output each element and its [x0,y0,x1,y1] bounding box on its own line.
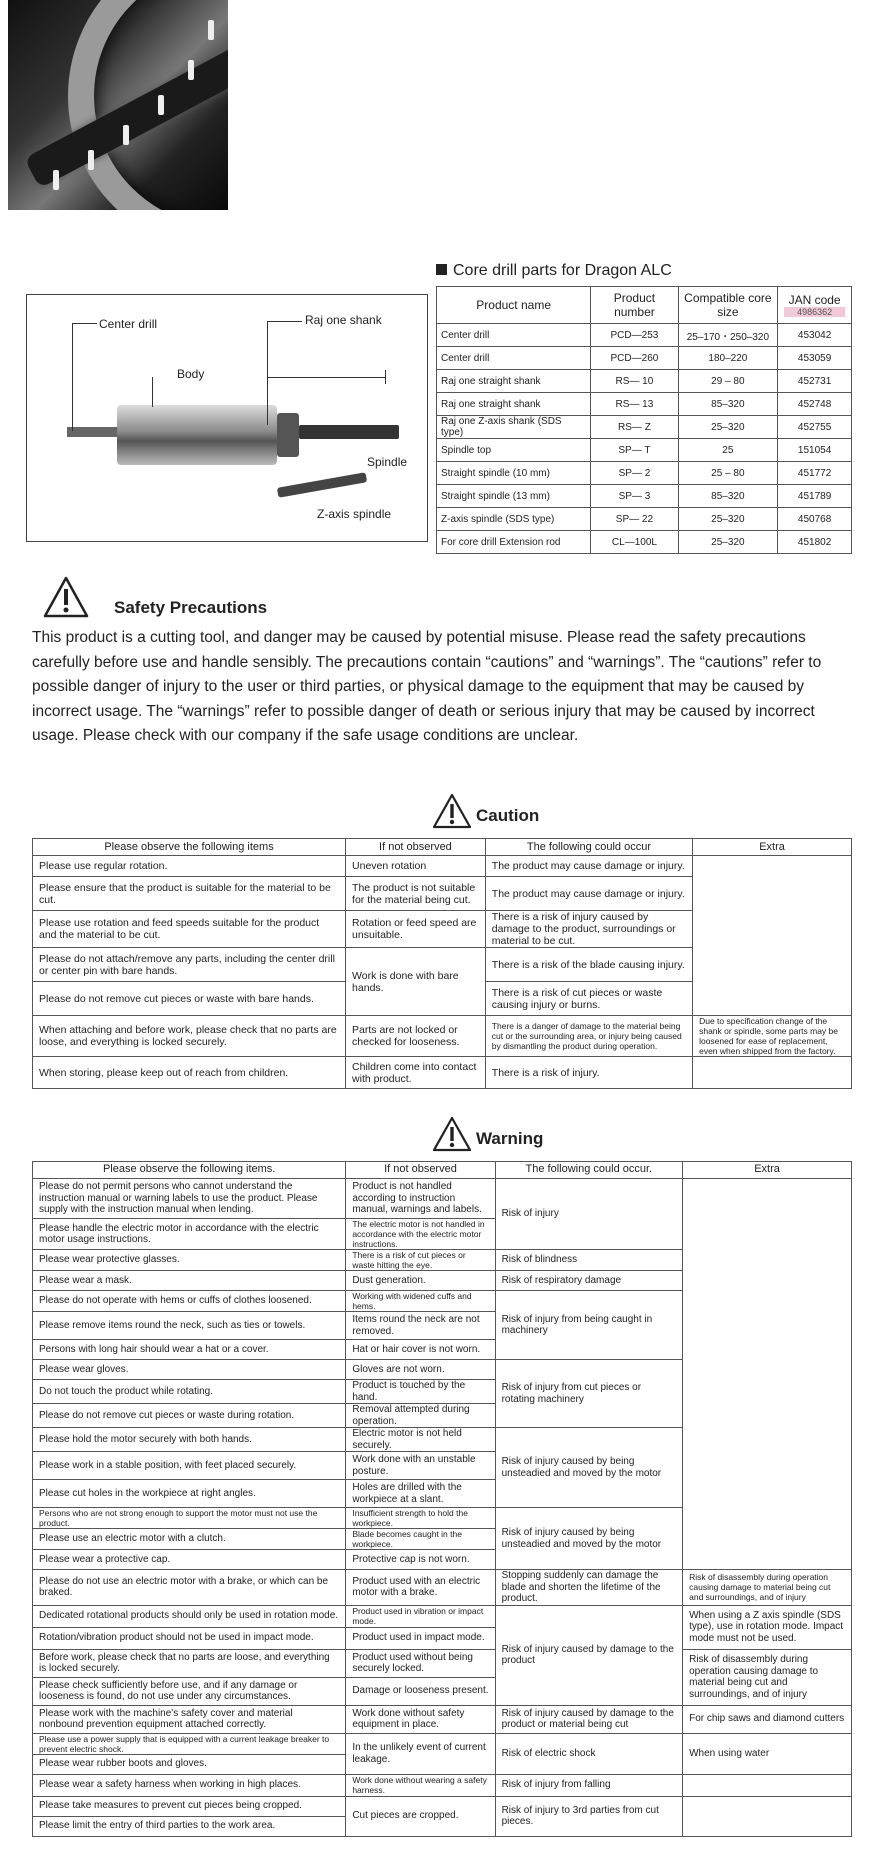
table-row: Please wear a safety harness when working in high places. Work done without wearing a safety harness. Risk of injury from falling [33,1774,852,1796]
warning-triangle-icon [42,575,90,619]
jan-code-cell: 452748 [778,393,852,416]
table-row: Please do not permit persons who cannot understand the instruction manual or warning labels to use the product. Please supply with the instruction manual when lending. Product is not handled according to instruction manual, warnings and labels. Risk of injury [33,1179,852,1219]
jan-code-cell: 453059 [778,347,852,370]
jan-code-cell: 452755 [778,416,852,439]
product-name-cell: Spindle top [437,439,591,462]
product-name-cell: Raj one straight shank [437,370,591,393]
safety-heading: Safety Precautions [114,598,268,617]
table-row: Please use rotation and feed speeds suitable for the product and the material to be cut. Rotation or feed speed are unsuitable. There is a risk of injury caused by damage to the product, surroundings or material to be cut. [33,911,852,948]
table-row [437,347,852,370]
warning-section-triangle-icon [432,1116,472,1152]
table-row: Please wear gloves. Gloves are not worn. Risk of injury from cut pieces or rotating machinery [33,1360,852,1380]
table-row: Please wear a protective cap. Protective cap is not worn. [33,1550,852,1570]
table-row: Please wear rubber boots and gloves. [33,1754,852,1774]
core-size-cell: 25 [678,439,778,462]
product-number-cell: PCD—253 [591,324,678,347]
core-size-cell: 25–320 [678,416,778,439]
label-raj-one-shank: Raj one shank [305,313,382,327]
table-row: Before work, please check that no parts are loose, and everything is locked securely. Product used without being securely locked. Risk of disassembly during operation causing damage to material being cut and surroundings, and of injury [33,1649,852,1677]
table-row: Persons with long hair should wear a hat or a cover. Hat or hair cover is not worn. [33,1340,852,1360]
warning-heading: Warning [476,1129,544,1148]
jan-code-cell: 151054 [778,439,852,462]
table-row: Please use a power supply that is equipped with a current leakage breaker to prevent electric shock. In the unlikely event of current leakage. Risk of electric shock When using water [33,1733,852,1754]
col-product-number: Product number [591,287,678,324]
jan-prefix: 4986362 [784,307,845,317]
product-number-cell: SP— 22 [591,508,678,531]
cap-illustration [277,413,299,457]
table-row: Please use regular rotation. Uneven rotation The product may cause damage or injury. [33,856,852,877]
table-row: Please do not use an electric motor with a brake, or which can be braked. Product used with an electric motor with a brake. Stopping suddenly can damage the blade and shorten the lifetime of the product. Risk of disassembly during operation causing damage to material being cut and surroundings, and of injury [33,1570,852,1606]
product-name-cell: Raj one Z-axis shank (SDS type) [437,416,591,439]
core-size-cell: 29 – 80 [678,370,778,393]
table-row: Please work in a stable position, with feet placed securely. Work done with an unstable posture. [33,1452,852,1480]
parts-diagram [26,294,428,542]
jan-code-cell: 452731 [778,370,852,393]
col-product-name: Product name [437,287,591,324]
caution-heading: Caution [476,806,540,825]
product-name-cell: Center drill [437,347,591,370]
table-row: Please wear protective glasses. There is a risk of cut pieces or waste hitting the eye. Risk of blindness [33,1250,852,1271]
body-illustration [117,405,277,465]
safety-text: This product is a cutting tool, and danger may be caused by potential misuse. Please read the safety precautions carefully before use and handle sensibly. The precautions contain “cautions” and “warnings”. The “cautions” refer to possible danger of injury to the user or third parties, or physical damage to the equipment that may be caused by incorrect usage. The “warnings” refer to possible danger of death or serious injury that may be caused by incorrect usage. Please check with our company if the safe usage conditions are unclear. [32,629,822,745]
product-number-cell: RS— 10 [591,370,678,393]
product-number-cell: SP— T [591,439,678,462]
table-row: Please do not attach/remove any parts, including the center drill or center pin with bare hands. Work is done with bare hands. There is a risk of the blade causing injury. [33,948,852,982]
table-row: Do not touch the product while rotating. Product is touched by the hand. [33,1380,852,1404]
table-row: Please use an electric motor with a clutch. Blade becomes caught in the workpiece. [33,1529,852,1550]
parts-table [436,286,852,554]
table-row [437,508,852,531]
product-name-cell: Straight spindle (10 mm) [437,462,591,485]
table-row [437,370,852,393]
table-row [437,416,852,439]
table-row [437,393,852,416]
core-size-cell: 25 – 80 [678,462,778,485]
product-number-cell: CL—100L [591,531,678,554]
table-row: Dedicated rotational products should only be used in rotation mode. Product used in vibration or impact mode. Risk of injury caused by damage to the product When using a Z axis spindle (SDS type), use in rotation mode. Impact mode must not be used. [33,1605,852,1627]
shank-illustration [299,425,399,439]
jan-code-cell: 450768 [778,508,852,531]
col-core-size: Compatible core size [678,287,778,324]
table-row: Please wear a mask. Dust generation. Risk of respiratory damage [33,1271,852,1291]
core-size-cell: 25–170・250–320 [678,324,778,347]
core-size-cell: 25–320 [678,508,778,531]
product-number-cell: RS— 13 [591,393,678,416]
table-row: Please take measures to prevent cut pieces being cropped. Cut pieces are cropped. Risk of injury to 3rd parties from cut pieces. [33,1796,852,1816]
label-spindle: Spindle [367,455,408,469]
jan-code-cell: 451802 [778,531,852,554]
table-row [437,439,852,462]
product-number-cell: SP— 2 [591,462,678,485]
table-row: Please cut holes in the workpiece at right angles. Holes are drilled with the workpiece at a slant. [33,1480,852,1508]
product-number-cell: RS— Z [591,416,678,439]
core-size-cell: 85–320 [678,393,778,416]
table-row: When storing, please keep out of reach from children. Children come into contact with product. There is a risk of injury. [33,1057,852,1089]
parts-title: Core drill parts for Dragon ALC [436,262,672,280]
product-name-cell: Z-axis spindle (SDS type) [437,508,591,531]
caution-triangle-icon [432,793,472,829]
table-row: Rotation/vibration product should not be used in impact mode. Product used in impact mode. [33,1627,852,1649]
warning-table: Please observe the following items. If not observed The following could occur. Extra Please do not permit persons who cannot understand the instruction manual or warning labels to use the product. Please supply with the instruction manual when lending. Product is not handled according to instruction manual, warnings and labels. Risk of injury Please handle the electric motor in accordance with the electric motor usage instructions. The electric motor is not handled in accordance with the electric motor instructions. Please wear protective glasses. There is a risk of cut pieces or waste hitting the eye. Risk of blindness Please wear a mask. Dust generation. Risk of respiratory damage Please do not operate with hems or cuffs of clothes loosened. Working with widened cuffs and hems. Risk of injury from being caught in machinery Please remove items round the neck, such as ties or towels. Items round the neck are not removed. Persons with long hair should wear a hat or a cover. Hat or hair cover is not worn. Please wear gloves. Gloves are not worn. Risk of injury from cut pieces or rotating machinery Do not touch the product while rotating. Product is touched by the hand. Please do not remove cut pieces or waste during rotation. Removal attempted during operation. Please hold the motor securely with both hands. Electric motor is not held securely. Risk of injury caused by being unsteadied and moved by the motor Please work in a stable position, with feet placed securely. Work done with an unstable posture. Please cut holes in the workpiece at right angles. Holes are drilled with the workpiece at a slant. Persons who are not strong enough to support the motor must not use the product. Insufficient strength to hold the workpiece. Risk of injury caused by being unsteadied and moved by the motor Please use an electric motor with a clutch. Blade becomes caught in the workpiece. Please wear a protective cap. Protective cap is not worn. Please do not use an electric motor with a brake, or which can be braked. Product used with an electric motor with a brake. Stopping suddenly can damage the blade and shorten the lifetime of the product. Risk of disassembly during operation causing damage to material being cut and surroundings, and of injury Dedicated rotational products should only be used in rotation mode. Product used in vibration or impact mode. Risk of injury caused by damage to the product When using a Z axis spindle (SDS type), use in rotation mode. Impact mode must not be used. Rotation/vibration product should not be used in impact mode. Product used in impact mode. Before work, please check that no parts are loose, and everything is locked securely. Product used without being securely locked. Risk of disassembly during operation causing damage to material being cut and surroundings, and of injury Please check sufficiently before use, and if any damage or looseness is found, do not use under any circumstances. Damage or looseness present. Please work with the machine's safety cover and material nonbound prevention equipment attached correctly. Work done without safety equipment in place. Risk of injury caused by damage to the product or material being cut For chip saws and diamond cutters Please use a power supply that is equipped with a current leakage breaker to prevent electric shock. In the unlikely event of current leakage. Risk of electric shock When using water Please wear rubber boots and gloves. Please wear a safety harness when working in high places. Work done without wearing a safety harness. Risk of injury from falling Please take measures to prevent cut pieces being cropped. Cut pieces are cropped. Risk of injury to 3rd parties from cut pieces. Please limit the entry of third parties to the work area. [32,1161,852,1837]
table-row: Please hold the motor securely with both hands. Electric motor is not held securely. Risk of injury caused by being unsteadied and moved by the motor [33,1428,852,1452]
label-body: Body [177,367,205,381]
table-row: Please limit the entry of third parties to the work area. [33,1816,852,1836]
table-row [437,462,852,485]
table-row [437,485,852,508]
product-name-cell: Raj one straight shank [437,393,591,416]
z-axis-illustration [277,472,367,497]
table-row: Persons who are not strong enough to support the motor must not use the product. Insufficient strength to hold the workpiece. Risk of injury caused by being unsteadied and moved by the motor [33,1508,852,1529]
product-name-cell: Straight spindle (13 mm) [437,485,591,508]
product-number-cell: PCD—260 [591,347,678,370]
jan-code-cell: 451772 [778,462,852,485]
label-z-axis-spindle: Z-axis spindle [317,507,392,521]
label-center-drill: Center drill [99,317,158,331]
product-number-cell: SP— 3 [591,485,678,508]
core-size-cell: 180–220 [678,347,778,370]
product-name-cell: Center drill [437,324,591,347]
table-row: Please do not remove cut pieces or waste during rotation. Removal attempted during operation. [33,1404,852,1428]
table-row: Please check sufficiently before use, and if any damage or looseness is found, do not use under any circumstances. Damage or looseness present. [33,1677,852,1705]
table-row: Please do not remove cut pieces or waste with bare hands. There is a risk of cut pieces or waste causing injury or burns. [33,982,852,1016]
jan-code-cell: 451789 [778,485,852,508]
table-row [437,324,852,347]
caution-table: Please observe the following items If not observed The following could occur Extra Please use regular rotation. Uneven rotation The product may cause damage or injury. Please ensure that the product is suitable for the material to be cut. The product is not suitable for the material being cut. The product may cause damage or injury. Please use rotation and feed speeds suitable for the product and the material to be cut. Rotation or feed speed are unsuitable. There is a risk of injury caused by damage to the product, surroundings or material to be cut. Please do not attach/remove any parts, including the center drill or center pin with bare hands. Work is done with bare hands. There is a risk of the blade causing injury. Please do not remove cut pieces or waste with bare hands. There is a risk of cut pieces or waste causing injury or burns. When attaching and before work, please check that no parts are loose, and everything is locked securely. Parts are not locked or checked for looseness. There is a danger of damage to the material being cut or the surrounding area, or injury being caused by dismantling the product during operation. Due to specification change of the shank or spindle, some parts may be loosened for ease of replacement, even when shipped from the factory. When storing, please keep out of reach from children. Children come into contact with product. There is a risk of injury. [32,838,852,1089]
product-photo [8,0,228,210]
table-row [437,531,852,554]
core-size-cell: 25–320 [678,531,778,554]
table-row: Please ensure that the product is suitable for the material to be cut. The product is not suitable for the material being cut. The product may cause damage or injury. [33,877,852,911]
table-row: Please work with the machine's safety cover and material nonbound prevention equipment attached correctly. Work done without safety equipment in place. Risk of injury caused by damage to the product or material being cut For chip saws and diamond cutters [33,1705,852,1733]
product-name-cell: For core drill Extension rod [437,531,591,554]
col-jan-code: JAN code 4986362 [778,287,852,324]
core-size-cell: 85–320 [678,485,778,508]
table-row: Please remove items round the neck, such as ties or towels. Items round the neck are not removed. [33,1312,852,1340]
table-row: When attaching and before work, please check that no parts are loose, and everything is locked securely. Parts are not locked or checked for looseness. There is a danger of damage to the material being cut or the surrounding area, or injury being caused by dismantling the product during operation. Due to specification change of the shank or spindle, some parts may be loosened for ease of replacement, even when shipped from the factory. [33,1016,852,1057]
table-row: Please handle the electric motor in accordance with the electric motor usage instructions. The electric motor is not handled in accordance with the electric motor instructions. [33,1219,852,1250]
center-drill-illustration [67,427,117,437]
table-row: Please do not operate with hems or cuffs of clothes loosened. Working with widened cuffs and hems. Risk of injury from being caught in machinery [33,1291,852,1312]
jan-code-cell: 453042 [778,324,852,347]
